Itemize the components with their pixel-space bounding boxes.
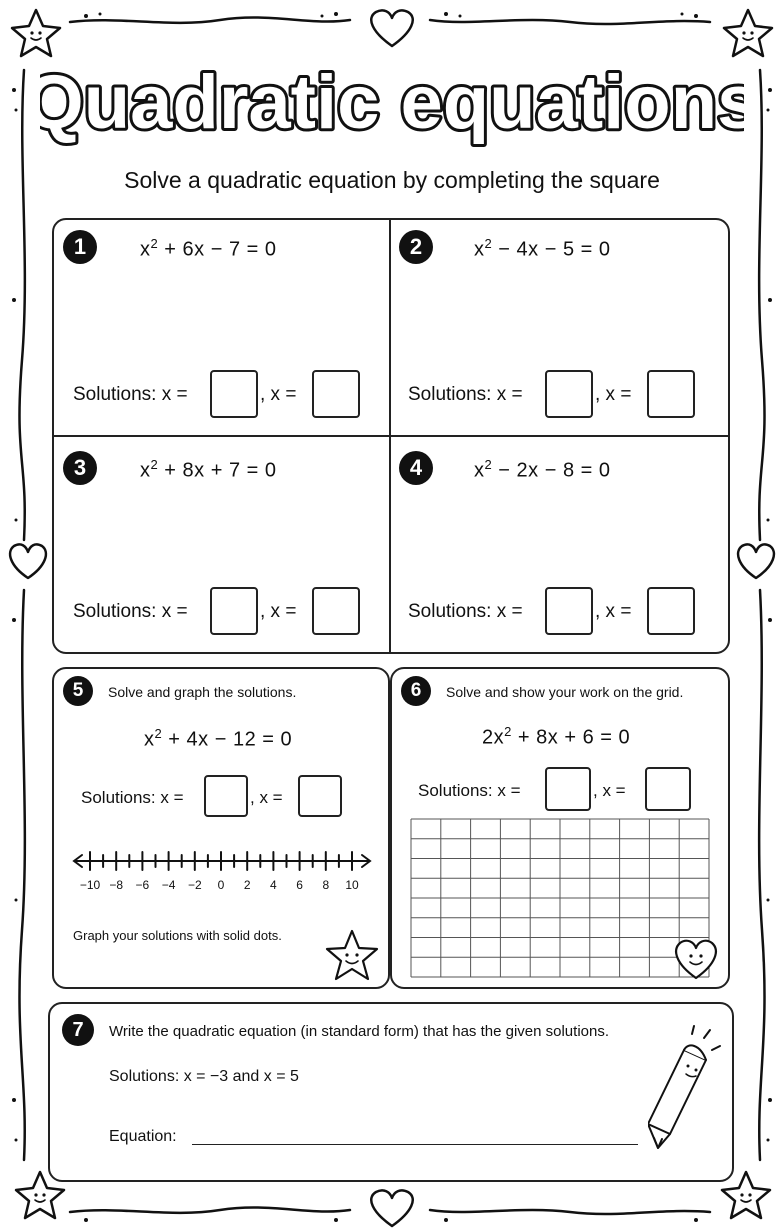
problem-1-separator: , x = xyxy=(260,384,297,405)
problem-4-separator: , x = xyxy=(595,601,632,622)
panel-divider-horizontal xyxy=(53,435,729,437)
problem-6-instruction: Solve and show your work on the grid. xyxy=(446,684,684,700)
problem-7-equation-label: Equation: xyxy=(109,1128,177,1145)
number-line-tick-label: −6 xyxy=(135,878,150,892)
problem-5-instruction: Solve and graph the solutions. xyxy=(108,684,297,700)
problem-1-number: 1 xyxy=(63,230,97,264)
problem-5-note: Graph your solutions with solid dots. xyxy=(73,928,282,943)
problem-2-solutions-label: Solutions: x = xyxy=(408,384,523,405)
number-line-tick-label: 10 xyxy=(345,878,359,892)
page-title xyxy=(40,36,744,156)
number-line-tick-label: −10 xyxy=(79,878,101,892)
problem-3-number: 3 xyxy=(63,451,97,485)
problem-4-number: 4 xyxy=(399,451,433,485)
problem-6-solutions-label: Solutions: x = xyxy=(418,781,521,800)
problem-2-separator: , x = xyxy=(595,384,632,405)
problem-2-answer-box-1[interactable] xyxy=(545,370,593,418)
problem-1-equation: $x^2 + 6x - 7 = 0$ xyxy=(140,236,277,261)
problem-1-answer-box-1[interactable] xyxy=(210,370,258,418)
problem-2-answer-box-2[interactable] xyxy=(647,370,695,418)
number-line-tick-label: 8 xyxy=(322,878,330,892)
problem-2-number: 2 xyxy=(399,230,433,264)
problem-4-answer-box-1[interactable] xyxy=(545,587,593,635)
number-line-tick-label: 4 xyxy=(270,878,277,892)
problem-5-equation: $x^2 + 4x - 12 = 0$ xyxy=(144,726,293,751)
number-line-tick-label: −8 xyxy=(109,878,124,892)
problem-5-number: 5 xyxy=(63,676,93,706)
problem-7-solutions: Solutions: x = −3 and x = 5 xyxy=(109,1068,299,1085)
problem-3-equation: $x^2 + 8x + 7 = 0$ xyxy=(140,457,277,482)
problem-5-answer-box-2[interactable] xyxy=(298,775,342,817)
problem-2-equation: $x^2 - 4x - 5 = 0$ xyxy=(474,236,611,261)
heart-icon xyxy=(670,934,722,982)
problem-7-answer-line[interactable] xyxy=(192,1144,638,1145)
problem-6-number: 6 xyxy=(401,676,431,706)
title-text: Quadratic equations xyxy=(40,60,744,145)
problem-3-solutions-label: Solutions: x = xyxy=(73,601,188,622)
problem-7-number: 7 xyxy=(62,1014,94,1046)
problem-6-answer-box-1[interactable] xyxy=(545,767,591,811)
problem-4-answer-box-2[interactable] xyxy=(647,587,695,635)
problem-7-instruction: Write the quadratic equation (in standard form) that has the given solutions. xyxy=(109,1023,610,1040)
problem-1-answer-box-2[interactable] xyxy=(312,370,360,418)
number-line-tick-label: 2 xyxy=(243,878,251,892)
problem-6-separator: , x = xyxy=(593,781,626,800)
subtitle: Solve a quadratic equation by completing the square xyxy=(124,167,660,193)
problem-5-solutions-label: Solutions: x = xyxy=(81,788,184,807)
problem-5-answer-box-1[interactable] xyxy=(204,775,248,817)
problem-4-equation: $x^2 - 2x - 8 = 0$ xyxy=(474,457,611,482)
star-icon xyxy=(324,928,380,982)
problem-3-answer-box-1[interactable] xyxy=(210,587,258,635)
number-line-tick-label: −2 xyxy=(187,878,202,892)
number-line-tick-label: 0 xyxy=(217,878,225,892)
problem-5-separator: , x = xyxy=(250,788,283,807)
problem-6-answer-box-2[interactable] xyxy=(645,767,691,811)
work-grid[interactable] xyxy=(410,818,710,978)
number-line-tick-label: 6 xyxy=(296,878,303,892)
number-line-tick-label: −4 xyxy=(161,878,176,892)
problem-4-solutions-label: Solutions: x = xyxy=(408,601,523,622)
problem-3-answer-box-2[interactable] xyxy=(312,587,360,635)
number-line[interactable] xyxy=(70,846,376,876)
problem-3-separator: , x = xyxy=(260,601,297,622)
problem-1-solutions-label: Solutions: x = xyxy=(73,384,188,405)
pencil-icon xyxy=(648,1022,728,1154)
problem-6-equation: $2x^2 + 8x + 6 = 0$ xyxy=(482,724,631,749)
